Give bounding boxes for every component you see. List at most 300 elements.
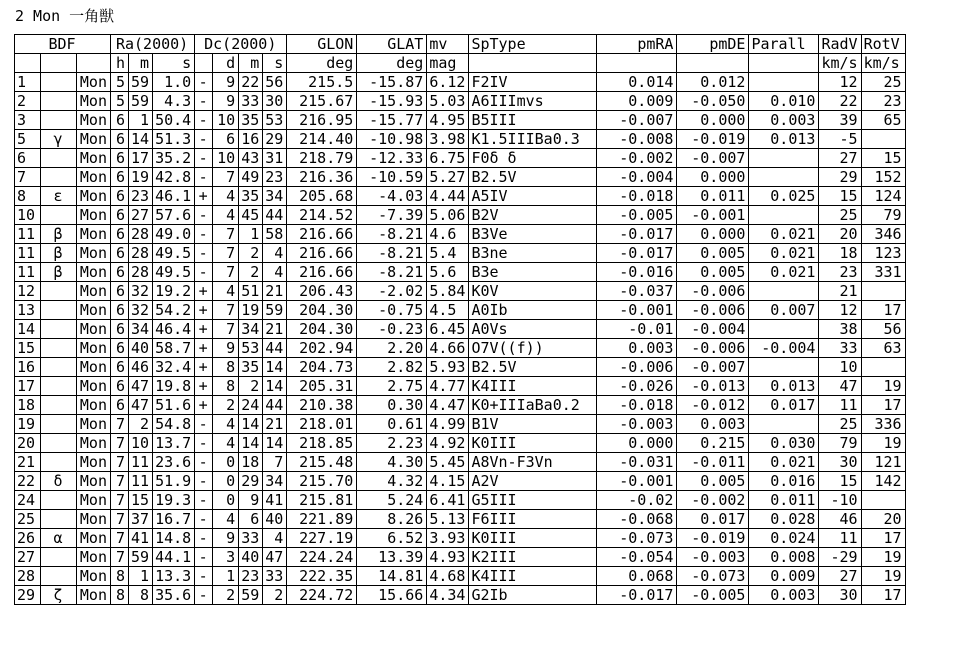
col-bdf: BDF — [15, 35, 111, 54]
unit-parall — [749, 54, 819, 73]
cell-glon: 216.95 — [287, 111, 357, 130]
cell-dc-d: 7 — [213, 244, 239, 263]
cell-glon: 227.19 — [287, 529, 357, 548]
table-row — [15, 187, 906, 206]
cell-dc-sign: - — [195, 415, 213, 434]
cell-dc-d: 2 — [213, 586, 239, 605]
cell-pmde: 0.012 — [677, 73, 749, 92]
cell-pmra: -0.002 — [597, 149, 677, 168]
cell-ra-s: 54.2 — [153, 301, 195, 320]
unit-mv: mag — [427, 54, 469, 73]
cell-glon: 218.79 — [287, 149, 357, 168]
cell-constellation: Mon — [77, 130, 111, 149]
cell-bdf-greek — [41, 453, 77, 472]
table-row — [15, 111, 906, 130]
table-row — [15, 529, 906, 548]
cell-glon: 215.67 — [287, 92, 357, 111]
cell-dc-sign: - — [195, 92, 213, 111]
cell-dc-s: 21 — [263, 282, 287, 301]
cell-ra-h: 7 — [111, 529, 129, 548]
cell-sptype: K4III — [469, 567, 597, 586]
cell-sptype: K2III — [469, 548, 597, 567]
cell-ra-h: 6 — [111, 339, 129, 358]
cell-dc-d: 4 — [213, 206, 239, 225]
cell-glat: -0.23 — [357, 320, 427, 339]
cell-pmra: -0.054 — [597, 548, 677, 567]
table-row — [15, 282, 906, 301]
cell-sptype: F6III — [469, 510, 597, 529]
cell-bdf-number: 18 — [15, 396, 41, 415]
cell-constellation: Mon — [77, 111, 111, 130]
col-glat: GLAT — [357, 35, 427, 54]
cell-ra-h: 7 — [111, 472, 129, 491]
table-row — [15, 510, 906, 529]
cell-radv: 11 — [819, 396, 861, 415]
cell-ra-h: 5 — [111, 92, 129, 111]
cell-dc-d: 4 — [213, 510, 239, 529]
cell-ra-m: 27 — [129, 206, 153, 225]
cell-glat: 0.61 — [357, 415, 427, 434]
cell-dc-sign: - — [195, 472, 213, 491]
cell-sptype: B5III — [469, 111, 597, 130]
cell-pmra: -0.005 — [597, 206, 677, 225]
cell-ra-s: 13.7 — [153, 434, 195, 453]
cell-dc-m: 35 — [239, 187, 263, 206]
cell-glat: 14.81 — [357, 567, 427, 586]
cell-pmde: -0.011 — [677, 453, 749, 472]
cell-ra-m: 59 — [129, 548, 153, 567]
cell-constellation: Mon — [77, 434, 111, 453]
cell-glon: 205.68 — [287, 187, 357, 206]
cell-glon: 204.73 — [287, 358, 357, 377]
cell-bdf-greek — [41, 434, 77, 453]
cell-radv: 22 — [819, 92, 861, 111]
cell-mv: 5.93 — [427, 358, 469, 377]
cell-radv: 23 — [819, 263, 861, 282]
cell-radv: 79 — [819, 434, 861, 453]
cell-bdf-number: 22 — [15, 472, 41, 491]
cell-ra-m: 10 — [129, 434, 153, 453]
cell-parall: 0.021 — [749, 453, 819, 472]
cell-dc-m: 33 — [239, 92, 263, 111]
cell-pmra: -0.016 — [597, 263, 677, 282]
cell-ra-m: 2 — [129, 415, 153, 434]
cell-rotv: 17 — [861, 529, 905, 548]
cell-ra-m: 23 — [129, 187, 153, 206]
cell-pmde: -0.012 — [677, 396, 749, 415]
cell-dc-d: 10 — [213, 111, 239, 130]
cell-bdf-greek: α — [41, 529, 77, 548]
cell-dc-d: 4 — [213, 434, 239, 453]
cell-sptype: A2V — [469, 472, 597, 491]
cell-pmra: -0.01 — [597, 320, 677, 339]
cell-dc-s: 41 — [263, 491, 287, 510]
cell-pmde: -0.019 — [677, 529, 749, 548]
cell-bdf-greek — [41, 301, 77, 320]
cell-radv: 12 — [819, 73, 861, 92]
cell-dc-m: 14 — [239, 434, 263, 453]
cell-bdf-number: 26 — [15, 529, 41, 548]
cell-constellation: Mon — [77, 92, 111, 111]
cell-dc-sign: - — [195, 168, 213, 187]
cell-dc-sign: - — [195, 567, 213, 586]
cell-mv: 4.5 — [427, 301, 469, 320]
cell-dc-d: 0 — [213, 491, 239, 510]
cell-dc-m: 40 — [239, 548, 263, 567]
table-row — [15, 149, 906, 168]
cell-mv: 4.68 — [427, 567, 469, 586]
cell-glon: 224.24 — [287, 548, 357, 567]
cell-rotv: 56 — [861, 320, 905, 339]
cell-radv: 30 — [819, 453, 861, 472]
cell-ra-m: 17 — [129, 149, 153, 168]
cell-pmde: 0.005 — [677, 244, 749, 263]
cell-dc-m: 23 — [239, 567, 263, 586]
cell-dc-m: 14 — [239, 415, 263, 434]
cell-constellation: Mon — [77, 567, 111, 586]
cell-dc-d: 4 — [213, 282, 239, 301]
cell-parall — [749, 149, 819, 168]
cell-pmde: -0.004 — [677, 320, 749, 339]
cell-rotv: 17 — [861, 396, 905, 415]
cell-glon: 215.5 — [287, 73, 357, 92]
cell-constellation: Mon — [77, 339, 111, 358]
cell-glon: 202.94 — [287, 339, 357, 358]
cell-bdf-number: 11 — [15, 244, 41, 263]
cell-ra-s: 44.1 — [153, 548, 195, 567]
table-row — [15, 472, 906, 491]
cell-glat: 13.39 — [357, 548, 427, 567]
cell-sptype: A8Vn-F3Vn — [469, 453, 597, 472]
cell-rotv: 20 — [861, 510, 905, 529]
cell-dc-sign: - — [195, 206, 213, 225]
cell-ra-s: 23.6 — [153, 453, 195, 472]
cell-parall — [749, 206, 819, 225]
cell-sptype: G2Ib — [469, 586, 597, 605]
cell-glat: 8.26 — [357, 510, 427, 529]
col-rotv: RotV — [861, 35, 905, 54]
cell-ra-s: 51.6 — [153, 396, 195, 415]
cell-dc-m: 6 — [239, 510, 263, 529]
cell-ra-s: 14.8 — [153, 529, 195, 548]
cell-glon: 216.66 — [287, 244, 357, 263]
cell-constellation: Mon — [77, 301, 111, 320]
cell-constellation: Mon — [77, 453, 111, 472]
cell-glon: 221.89 — [287, 510, 357, 529]
cell-ra-s: 54.8 — [153, 415, 195, 434]
cell-sptype: B2.5V — [469, 168, 597, 187]
cell-pmde: -0.002 — [677, 491, 749, 510]
cell-pmde: -0.003 — [677, 548, 749, 567]
cell-dc-d: 7 — [213, 263, 239, 282]
cell-ra-s: 19.3 — [153, 491, 195, 510]
cell-mv: 6.41 — [427, 491, 469, 510]
cell-bdf-number: 21 — [15, 453, 41, 472]
cell-rotv: 19 — [861, 548, 905, 567]
cell-dc-s: 14 — [263, 377, 287, 396]
cell-dc-sign: - — [195, 149, 213, 168]
cell-constellation: Mon — [77, 168, 111, 187]
cell-dc-s: 53 — [263, 111, 287, 130]
col-glon: GLON — [287, 35, 357, 54]
cell-dc-sign: - — [195, 510, 213, 529]
cell-sptype: K0V — [469, 282, 597, 301]
cell-dc-d: 7 — [213, 301, 239, 320]
cell-pmra: -0.006 — [597, 358, 677, 377]
cell-ra-h: 7 — [111, 434, 129, 453]
cell-radv: 21 — [819, 282, 861, 301]
cell-glat: -15.87 — [357, 73, 427, 92]
cell-parall: 0.011 — [749, 491, 819, 510]
unit-dc-m: m — [239, 54, 263, 73]
cell-glon: 216.66 — [287, 225, 357, 244]
cell-dc-m: 2 — [239, 263, 263, 282]
cell-constellation: Mon — [77, 73, 111, 92]
cell-parall: 0.010 — [749, 92, 819, 111]
cell-dc-s: 56 — [263, 73, 287, 92]
cell-glat: -15.93 — [357, 92, 427, 111]
cell-glat: -8.21 — [357, 263, 427, 282]
cell-parall — [749, 282, 819, 301]
cell-parall: 0.007 — [749, 301, 819, 320]
cell-dc-m: 45 — [239, 206, 263, 225]
cell-constellation: Mon — [77, 491, 111, 510]
cell-bdf-number: 16 — [15, 358, 41, 377]
cell-bdf-greek: γ — [41, 130, 77, 149]
cell-dc-s: 33 — [263, 567, 287, 586]
cell-radv: 38 — [819, 320, 861, 339]
col-sptype: SpType — [469, 35, 597, 54]
cell-sptype: K4III — [469, 377, 597, 396]
cell-pmde: 0.017 — [677, 510, 749, 529]
cell-glon: 218.01 — [287, 415, 357, 434]
cell-bdf-greek: δ — [41, 472, 77, 491]
cell-dc-m: 16 — [239, 130, 263, 149]
cell-pmde: -0.019 — [677, 130, 749, 149]
cell-pmra: -0.026 — [597, 377, 677, 396]
cell-pmde: 0.000 — [677, 168, 749, 187]
cell-mv: 5.6 — [427, 263, 469, 282]
cell-ra-h: 6 — [111, 282, 129, 301]
table-row — [15, 92, 906, 111]
cell-pmde: 0.000 — [677, 225, 749, 244]
cell-rotv: 79 — [861, 206, 905, 225]
cell-ra-s: 49.5 — [153, 244, 195, 263]
cell-bdf-number: 3 — [15, 111, 41, 130]
cell-bdf-greek — [41, 92, 77, 111]
cell-bdf-greek — [41, 282, 77, 301]
cell-bdf-number: 2 — [15, 92, 41, 111]
cell-dc-sign: - — [195, 111, 213, 130]
cell-radv: 30 — [819, 586, 861, 605]
cell-ra-s: 1.0 — [153, 73, 195, 92]
cell-sptype: K0III — [469, 434, 597, 453]
cell-rotv: 63 — [861, 339, 905, 358]
table-row — [15, 434, 906, 453]
cell-sptype: A0Vs — [469, 320, 597, 339]
cell-pmde: 0.000 — [677, 111, 749, 130]
cell-rotv: 346 — [861, 225, 905, 244]
header-row — [15, 35, 906, 54]
cell-dc-m: 2 — [239, 377, 263, 396]
cell-rotv — [861, 358, 905, 377]
unit-sptype — [469, 54, 597, 73]
cell-bdf-number: 5 — [15, 130, 41, 149]
cell-dc-d: 9 — [213, 339, 239, 358]
cell-ra-h: 6 — [111, 244, 129, 263]
table-row — [15, 548, 906, 567]
cell-radv: 20 — [819, 225, 861, 244]
cell-dc-s: 44 — [263, 339, 287, 358]
cell-ra-m: 28 — [129, 225, 153, 244]
cell-dc-s: 29 — [263, 130, 287, 149]
cell-ra-s: 51.9 — [153, 472, 195, 491]
cell-pmra: -0.008 — [597, 130, 677, 149]
cell-mv: 4.93 — [427, 548, 469, 567]
cell-rotv: 17 — [861, 301, 905, 320]
unit-dc-d: d — [213, 54, 239, 73]
cell-dc-sign: + — [195, 339, 213, 358]
cell-bdf-number: 25 — [15, 510, 41, 529]
cell-pmra: -0.02 — [597, 491, 677, 510]
cell-dc-d: 0 — [213, 453, 239, 472]
cell-glon: 206.43 — [287, 282, 357, 301]
cell-sptype: O7V((f)) — [469, 339, 597, 358]
cell-rotv: 19 — [861, 434, 905, 453]
cell-parall — [749, 358, 819, 377]
cell-glon: 216.36 — [287, 168, 357, 187]
cell-pmde: -0.001 — [677, 206, 749, 225]
cell-pmde: -0.007 — [677, 149, 749, 168]
cell-rotv: 17 — [861, 586, 905, 605]
cell-ra-s: 16.7 — [153, 510, 195, 529]
cell-constellation: Mon — [77, 415, 111, 434]
cell-ra-s: 57.6 — [153, 206, 195, 225]
cell-rotv: 19 — [861, 567, 905, 586]
cell-bdf-greek — [41, 548, 77, 567]
cell-ra-h: 8 — [111, 567, 129, 586]
cell-ra-m: 47 — [129, 396, 153, 415]
cell-parall — [749, 415, 819, 434]
cell-radv: -10 — [819, 491, 861, 510]
cell-parall: 0.016 — [749, 472, 819, 491]
cell-dc-s: 34 — [263, 187, 287, 206]
cell-dc-s: 7 — [263, 453, 287, 472]
cell-dc-sign: + — [195, 396, 213, 415]
cell-bdf-greek — [41, 149, 77, 168]
cell-sptype: A6IIImvs — [469, 92, 597, 111]
unit-pmra — [597, 54, 677, 73]
cell-dc-d: 8 — [213, 358, 239, 377]
unit-pmde — [677, 54, 749, 73]
table-row — [15, 453, 906, 472]
cell-dc-m: 34 — [239, 320, 263, 339]
cell-pmra: -0.017 — [597, 225, 677, 244]
cell-dc-s: 21 — [263, 320, 287, 339]
table-body — [15, 73, 906, 605]
cell-constellation: Mon — [77, 263, 111, 282]
cell-bdf-greek — [41, 206, 77, 225]
cell-mv: 4.34 — [427, 586, 469, 605]
cell-sptype: F2IV — [469, 73, 597, 92]
cell-dc-sign: - — [195, 529, 213, 548]
cell-dc-s: 40 — [263, 510, 287, 529]
cell-glon: 214.52 — [287, 206, 357, 225]
cell-sptype: B1V — [469, 415, 597, 434]
unit-ra-h: h — [111, 54, 129, 73]
cell-dc-sign: - — [195, 130, 213, 149]
table-row — [15, 586, 906, 605]
cell-ra-s: 49.0 — [153, 225, 195, 244]
cell-dc-m: 2 — [239, 244, 263, 263]
cell-dc-d: 0 — [213, 472, 239, 491]
cell-radv: 47 — [819, 377, 861, 396]
cell-ra-h: 7 — [111, 491, 129, 510]
cell-pmra: 0.003 — [597, 339, 677, 358]
table-row — [15, 301, 906, 320]
cell-radv: -29 — [819, 548, 861, 567]
cell-dc-s: 59 — [263, 301, 287, 320]
cell-glat: 15.66 — [357, 586, 427, 605]
cell-ra-s: 49.5 — [153, 263, 195, 282]
cell-dc-m: 35 — [239, 111, 263, 130]
cell-bdf-number: 8 — [15, 187, 41, 206]
cell-constellation: Mon — [77, 529, 111, 548]
cell-bdf-number: 15 — [15, 339, 41, 358]
cell-ra-m: 28 — [129, 263, 153, 282]
cell-bdf-number: 11 — [15, 263, 41, 282]
cell-ra-m: 11 — [129, 472, 153, 491]
unit-glat: deg — [357, 54, 427, 73]
cell-ra-s: 19.8 — [153, 377, 195, 396]
cell-ra-s: 50.4 — [153, 111, 195, 130]
cell-ra-h: 6 — [111, 377, 129, 396]
cell-bdf-greek: β — [41, 244, 77, 263]
cell-bdf-greek — [41, 320, 77, 339]
cell-dc-s: 44 — [263, 206, 287, 225]
cell-pmra: -0.017 — [597, 244, 677, 263]
cell-parall: 0.021 — [749, 244, 819, 263]
table-row — [15, 358, 906, 377]
cell-ra-h: 7 — [111, 548, 129, 567]
cell-bdf-number: 28 — [15, 567, 41, 586]
cell-ra-h: 6 — [111, 168, 129, 187]
cell-dc-sign: - — [195, 586, 213, 605]
cell-ra-m: 19 — [129, 168, 153, 187]
cell-dc-s: 4 — [263, 263, 287, 282]
cell-parall: 0.017 — [749, 396, 819, 415]
cell-dc-sign: - — [195, 73, 213, 92]
cell-rotv: 142 — [861, 472, 905, 491]
cell-bdf-greek: β — [41, 225, 77, 244]
cell-dc-d: 8 — [213, 377, 239, 396]
cell-ra-h: 6 — [111, 301, 129, 320]
cell-ra-m: 11 — [129, 453, 153, 472]
cell-constellation: Mon — [77, 510, 111, 529]
col-pmde: pmDE — [677, 35, 749, 54]
cell-mv: 4.15 — [427, 472, 469, 491]
cell-dc-s: 4 — [263, 244, 287, 263]
cell-glat: 2.23 — [357, 434, 427, 453]
cell-sptype: A5IV — [469, 187, 597, 206]
cell-dc-sign: - — [195, 244, 213, 263]
cell-ra-h: 6 — [111, 187, 129, 206]
cell-radv: 11 — [819, 529, 861, 548]
cell-ra-m: 32 — [129, 282, 153, 301]
cell-constellation: Mon — [77, 225, 111, 244]
cell-sptype: B3Ve — [469, 225, 597, 244]
cell-dc-m: 59 — [239, 586, 263, 605]
